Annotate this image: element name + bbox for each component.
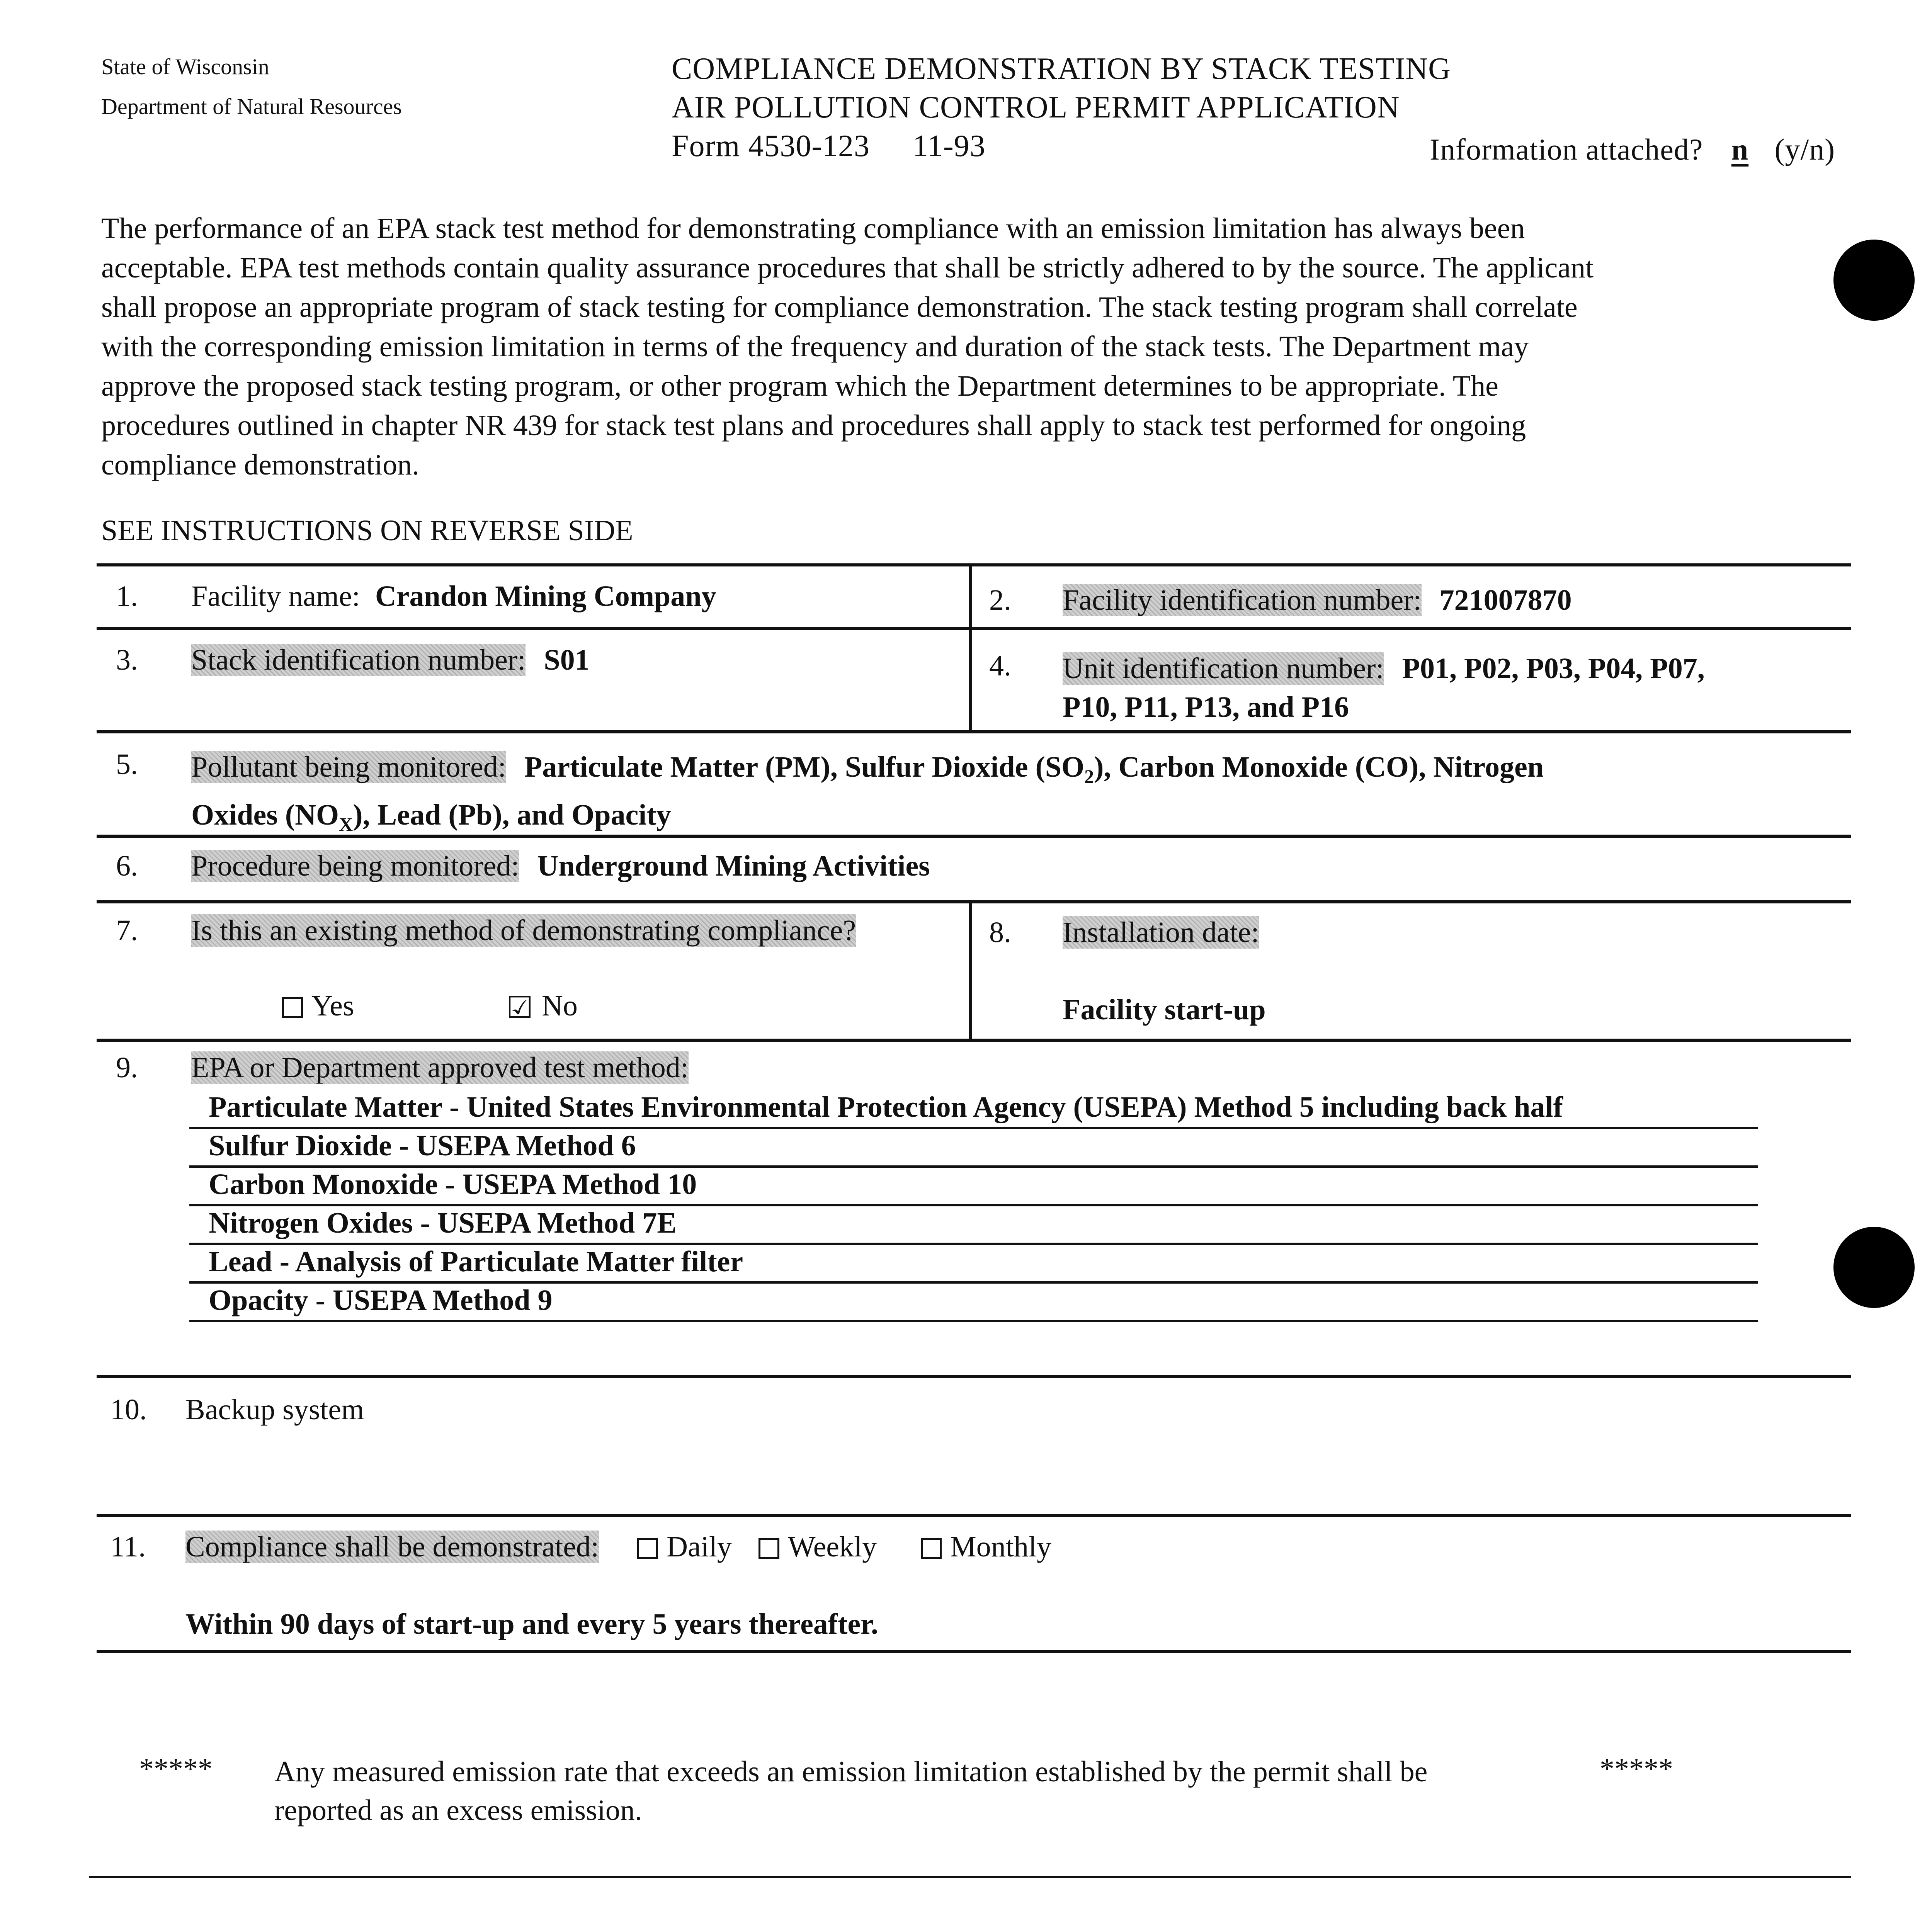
notice-text bbox=[274, 1752, 1427, 1830]
rule-row4 bbox=[97, 900, 1851, 903]
daily-label: Daily bbox=[667, 1531, 732, 1563]
field-3-num: 3. bbox=[116, 644, 138, 676]
procedure-value[interactable]: Underground Mining Activities bbox=[537, 850, 930, 882]
field-1-num: 1. bbox=[116, 580, 138, 612]
field-7-num: 7. bbox=[116, 914, 138, 947]
existing-method-label: Is this an existing method of demonstrating compliance? bbox=[191, 914, 856, 947]
test-method-line[interactable]: Opacity - USEPA Method 9 bbox=[189, 1284, 1758, 1322]
existing-method-no[interactable] bbox=[506, 989, 578, 1023]
test-method-line[interactable]: Nitrogen Oxides - USEPA Method 7E bbox=[189, 1206, 1758, 1245]
field-1 bbox=[191, 580, 716, 613]
field-9-num: 9. bbox=[116, 1051, 138, 1084]
form-number-text: Form 4530-123 bbox=[672, 129, 870, 163]
facility-id-value[interactable]: 721007870 bbox=[1439, 584, 1572, 616]
notice-line: reported as an excess emission. bbox=[274, 1794, 642, 1827]
daily-option[interactable] bbox=[637, 1531, 732, 1563]
field-11 bbox=[185, 1530, 1051, 1564]
rule-row1 bbox=[97, 627, 1851, 630]
rule-row8 bbox=[97, 1650, 1851, 1653]
intro-line: procedures outlined in chapter NR 439 for stack test plans and procedures shall apply to stack test performed for ongoing bbox=[101, 409, 1526, 442]
field-2 bbox=[1063, 583, 1572, 617]
daily-checkbox[interactable] bbox=[637, 1538, 658, 1559]
facility-id-label: Facility identification number: bbox=[1063, 584, 1422, 616]
intro-line: compliance demonstration. bbox=[101, 449, 420, 481]
no-checkbox[interactable]: ☑ bbox=[506, 991, 533, 1024]
test-method-label: EPA or Department approved test method: bbox=[191, 1051, 689, 1084]
compliance-frequency-value[interactable]: Within 90 days of start-up and every 5 years thereafter. bbox=[185, 1608, 878, 1640]
info-attached bbox=[1430, 131, 1835, 168]
divider-rows1-2 bbox=[969, 563, 972, 730]
field-5 bbox=[191, 748, 1833, 844]
monthly-label: Monthly bbox=[950, 1531, 1051, 1563]
weekly-label: Weekly bbox=[787, 1531, 877, 1563]
rule-row5 bbox=[97, 1039, 1851, 1042]
notice-stars-left: ***** bbox=[139, 1753, 213, 1785]
facility-name-label: Facility name: bbox=[191, 580, 360, 612]
rule-row2 bbox=[97, 730, 1851, 733]
test-method-line[interactable]: Sulfur Dioxide - USEPA Method 6 bbox=[189, 1129, 1758, 1168]
monthly-checkbox[interactable] bbox=[921, 1538, 942, 1559]
form-title-line1: COMPLIANCE DEMONSTRATION BY STACK TESTING bbox=[672, 52, 1451, 86]
procedure-label: Procedure being monitored: bbox=[191, 850, 519, 882]
pollutant-label: Pollutant being monitored: bbox=[191, 751, 506, 783]
field-10-num: 10. bbox=[110, 1393, 147, 1426]
test-method-line[interactable]: Carbon Monoxide - USEPA Method 10 bbox=[189, 1168, 1758, 1206]
test-method-line[interactable]: Lead - Analysis of Particulate Matter filter bbox=[189, 1245, 1758, 1284]
stack-id-label: Stack identification number: bbox=[191, 644, 526, 676]
field-3 bbox=[191, 643, 590, 677]
weekly-checkbox[interactable] bbox=[759, 1538, 779, 1559]
field-6-num: 6. bbox=[116, 850, 138, 882]
intro-line: shall propose an appropriate program of stack testing for compliance demonstration. The stack testing program shall correlate bbox=[101, 291, 1578, 323]
stack-id-value[interactable]: S01 bbox=[544, 644, 590, 676]
intro-line: with the corresponding emission limitation in terms of the frequency and duration of the stack tests. The Department may bbox=[101, 330, 1529, 363]
field-11-num: 11. bbox=[110, 1531, 146, 1563]
pollutant-value-line1[interactable]: Particulate Matter (PM), Sulfur Dioxide $(SO_2)$, Carbon Monoxide (CO), Nitrogen bbox=[524, 751, 1544, 787]
installation-date-value[interactable]: Facility start-up bbox=[1063, 993, 1266, 1026]
monthly-option[interactable] bbox=[921, 1531, 1051, 1563]
unit-id-label: Unit identification number: bbox=[1063, 652, 1384, 685]
rule-row7 bbox=[97, 1514, 1851, 1517]
info-attached-label: Information attached? bbox=[1430, 133, 1703, 166]
info-attached-value[interactable]: n bbox=[1731, 133, 1749, 166]
yes-checkbox[interactable] bbox=[282, 997, 303, 1018]
info-attached-hint: (y/n) bbox=[1774, 133, 1835, 166]
facility-name-value[interactable]: Crandon Mining Company bbox=[375, 580, 716, 612]
header-department: Department of Natural Resources bbox=[101, 94, 402, 119]
intro-paragraph bbox=[101, 209, 1848, 485]
field-2-num: 2. bbox=[989, 584, 1011, 616]
form-title-line2: AIR POLLUTION CONTROL PERMIT APPLICATION bbox=[672, 90, 1400, 124]
intro-line: acceptable. EPA test methods contain quality assurance procedures that shall be strictly adhered to by the source. The applicant bbox=[101, 252, 1594, 284]
unit-id-value-line1[interactable]: P01, P02, P03, P04, P07, bbox=[1402, 652, 1705, 685]
divider-row7-8 bbox=[969, 900, 972, 1039]
header-state: State of Wisconsin bbox=[101, 54, 269, 79]
unit-id-value-line2[interactable]: P10, P11, P13, and P16 bbox=[1063, 691, 1349, 723]
rule-top bbox=[97, 563, 1851, 566]
existing-method-yes[interactable] bbox=[282, 989, 354, 1023]
form-number bbox=[672, 128, 986, 165]
pollutant-value-line2[interactable]: Oxides $(NO_X)$, Lead (Pb), and Opacity bbox=[191, 799, 671, 835]
form-date: 11-93 bbox=[913, 129, 986, 163]
field-6 bbox=[191, 849, 930, 883]
field-4 bbox=[1063, 649, 1835, 726]
backup-system-label: Backup system bbox=[185, 1393, 364, 1426]
field-9-label-wrap bbox=[191, 1051, 689, 1085]
field-7-label-wrap bbox=[191, 914, 856, 947]
punch-hole bbox=[1833, 1227, 1915, 1308]
intro-line: approve the proposed stack testing program, or other program which the Department determines to be appropriate. The bbox=[101, 370, 1498, 402]
test-method-line[interactable]: Particulate Matter - United States Environmental Protection Agency (USEPA) Method 5 including back half bbox=[189, 1090, 1758, 1129]
notice-stars-right: ***** bbox=[1600, 1753, 1673, 1785]
rule-notice bbox=[89, 1876, 1851, 1878]
compliance-frequency-label: Compliance shall be demonstrated: bbox=[185, 1531, 599, 1563]
no-label: No bbox=[541, 990, 578, 1022]
field-8-label-wrap bbox=[1063, 916, 1259, 949]
field-4-num: 4. bbox=[989, 650, 1011, 682]
notice-line: Any measured emission rate that exceeds an emission limitation established by the permit shall be bbox=[274, 1755, 1428, 1788]
punch-hole bbox=[1833, 240, 1915, 321]
field-5-num: 5. bbox=[116, 748, 138, 781]
yes-label: Yes bbox=[311, 990, 354, 1022]
installation-date-label: Installation date: bbox=[1063, 916, 1259, 949]
intro-line: The performance of an EPA stack test method for demonstrating compliance with an emission limitation has always been bbox=[101, 212, 1525, 245]
see-instructions: SEE INSTRUCTIONS ON REVERSE SIDE bbox=[101, 514, 633, 547]
rule-row6 bbox=[97, 1375, 1851, 1378]
field-8-num: 8. bbox=[989, 916, 1011, 949]
weekly-option[interactable] bbox=[759, 1531, 877, 1563]
